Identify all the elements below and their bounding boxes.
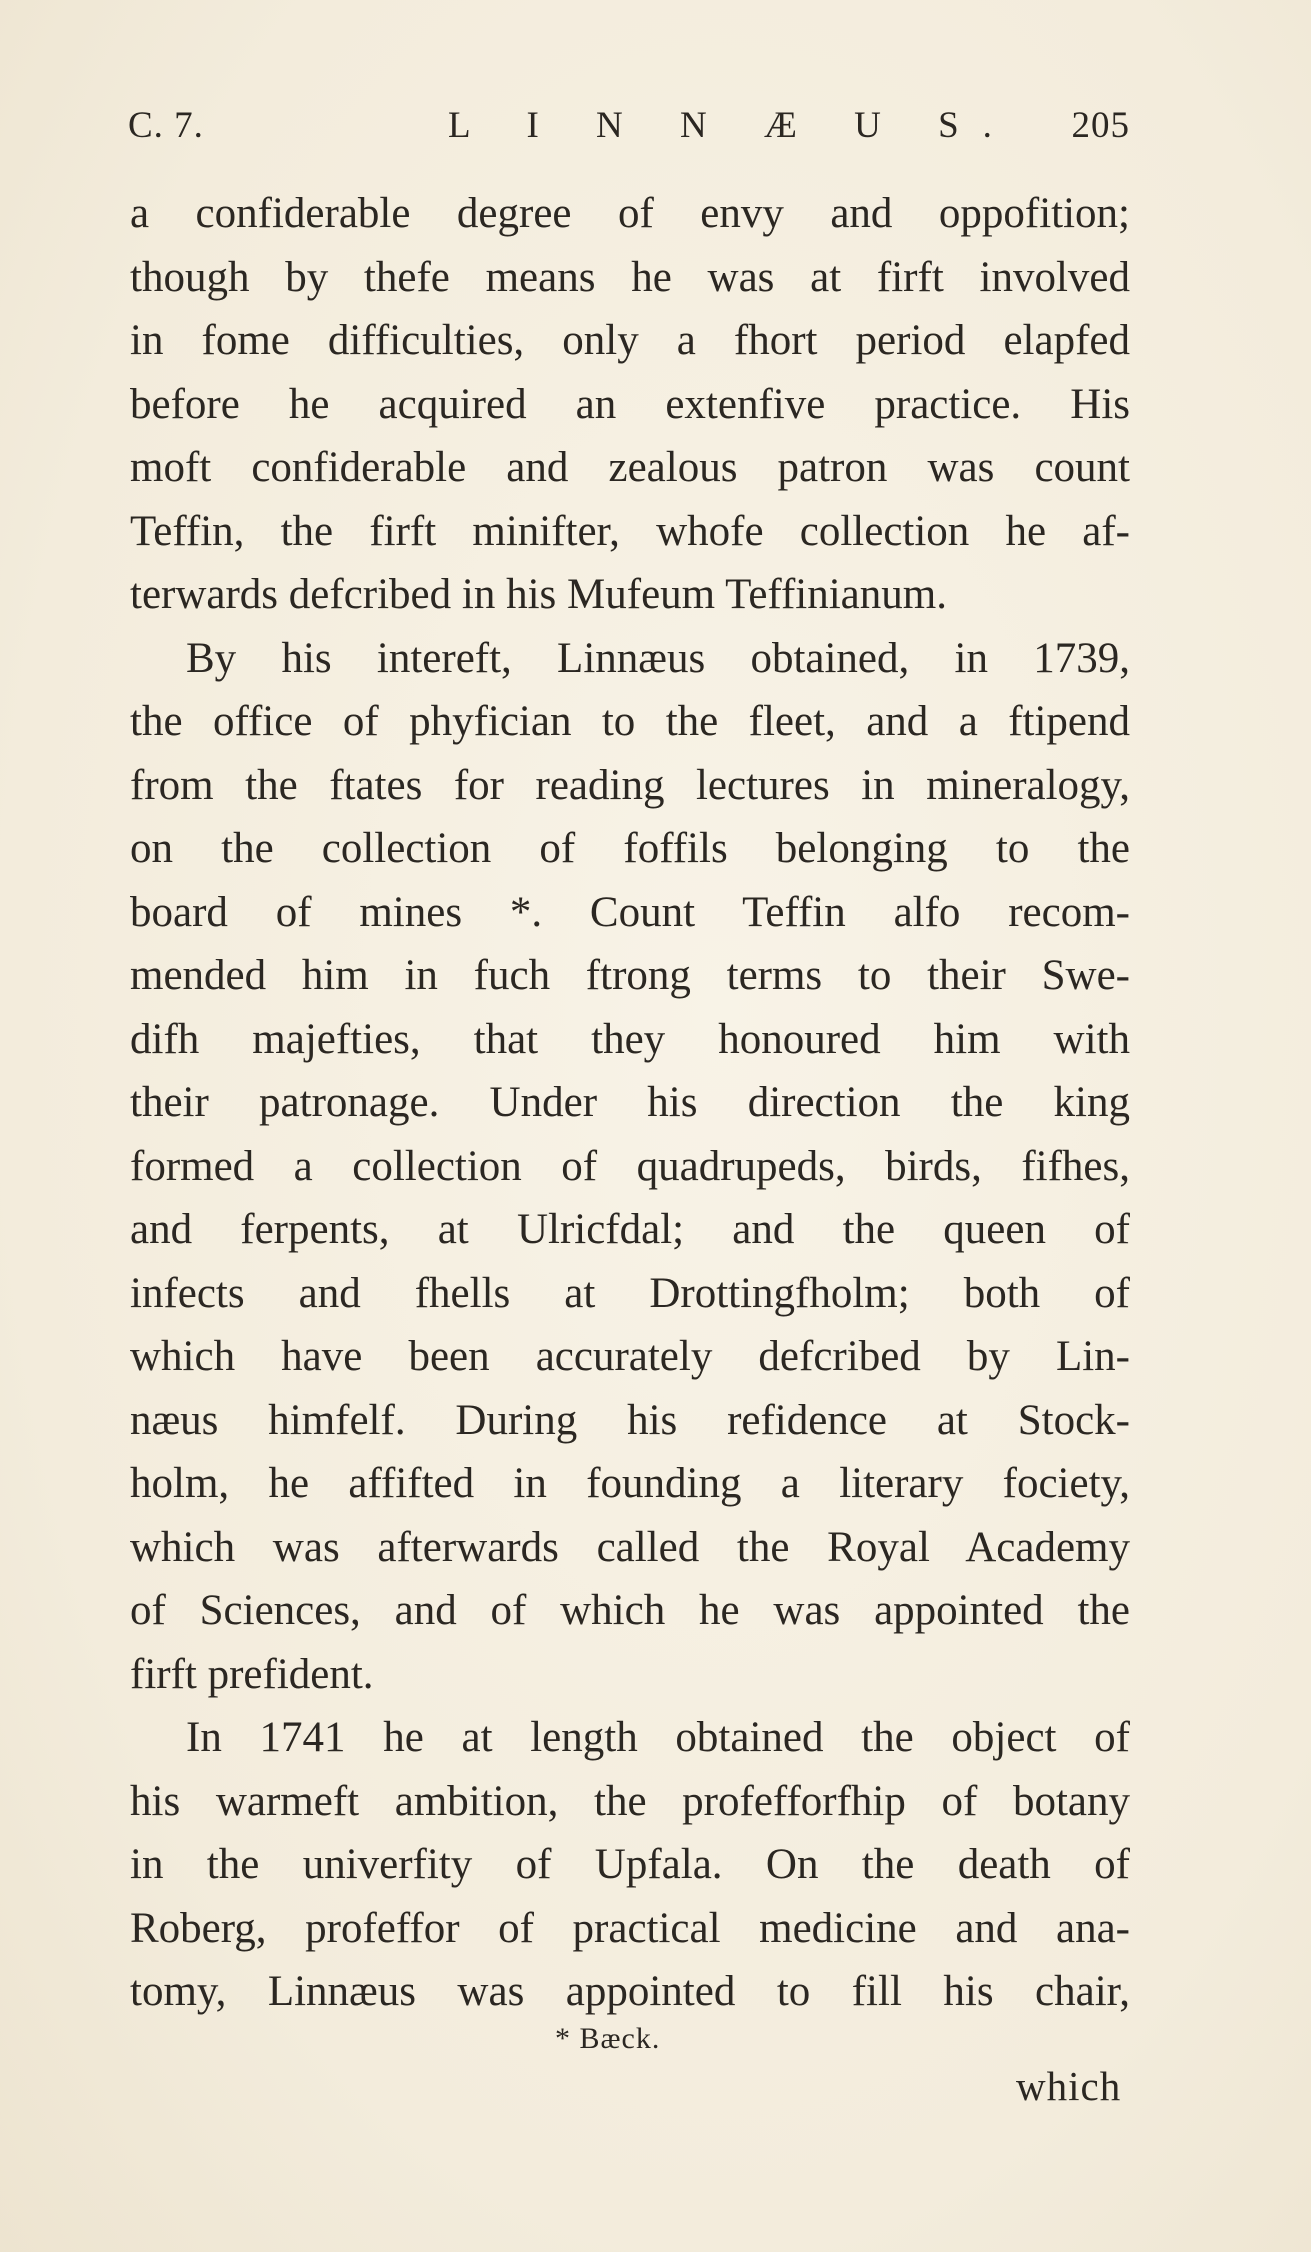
text-line: though by thefe means he was at firft involved [130,253,1130,301]
text-line: a confiderable degree of envy and oppofition; [130,190,1130,237]
text-line: mended him in fuch ftrong terms to their Swe- [130,952,1130,999]
body-text [130,182,1130,2024]
running-title: L I N N Æ U S. [448,105,1016,146]
text-line: firft prefident. [130,1650,374,1698]
text-line: terwards defcribed in his Mufeum Teffinianum. [130,571,947,618]
text-line: which was afterwards called the Royal Academy [130,1523,1130,1571]
text-line: his warmeft ambition, the profefforfhip of botany [130,1777,1130,1825]
text-line: Roberg, profeffor of practical medicine and ana- [130,1904,1130,1952]
text-line: In 1741 he at length obtained the object of [186,1714,1130,1761]
text-line: in the univerfity of Upfala. On the death of [130,1841,1130,1888]
text-line: formed a collection of quadrupeds, birds, fifhes, [130,1142,1130,1190]
text-line: their patronage. Under his direction the king [130,1079,1130,1126]
running-header [128,104,1130,154]
page-number: 205 [1071,105,1130,146]
text-line: of Sciences, and of which he was appointed the [130,1587,1130,1634]
text-line: on the collection of foffils belonging to the [130,825,1130,872]
text-line: næus himfelf. During his refidence at Stock- [130,1396,1130,1444]
text-line: By his intereft, Linnæus obtained, in 1739, [186,634,1130,682]
text-line: Teffin, the firft minifter, whofe collection he af- [130,507,1130,555]
text-line: holm, he affifted in founding a literary fociety, [130,1460,1130,1507]
text-line: difh majefties, that they honoured him with [130,1015,1130,1063]
text-line: and ferpents, at Ulricfdal; and the queen of [130,1206,1130,1253]
text-line: in fome difficulties, only a fhort period elapfed [130,317,1130,364]
text-line: tomy, Linnæus was appointed to fill his chair, [130,1968,1130,2015]
chapter-marker: C. 7. [128,105,204,146]
text-line: moft confiderable and zealous patron was count [130,444,1130,491]
text-line: the office of phyfician to the fleet, and a ftipend [130,698,1130,745]
text-line: board of mines *. Count Teffin alfo recom- [130,888,1130,936]
text-line: infects and fhells at Drottingfholm; both of [130,1269,1130,1317]
text-line: from the ftates for reading lectures in mineralogy, [130,761,1130,809]
text-line: which have been accurately defcribed by Lin- [130,1333,1130,1380]
text-line: before he acquired an extenfive practice. His [130,380,1130,428]
catchword: which [1016,2063,1122,2109]
footnote: * Bæck. [555,2022,661,2055]
